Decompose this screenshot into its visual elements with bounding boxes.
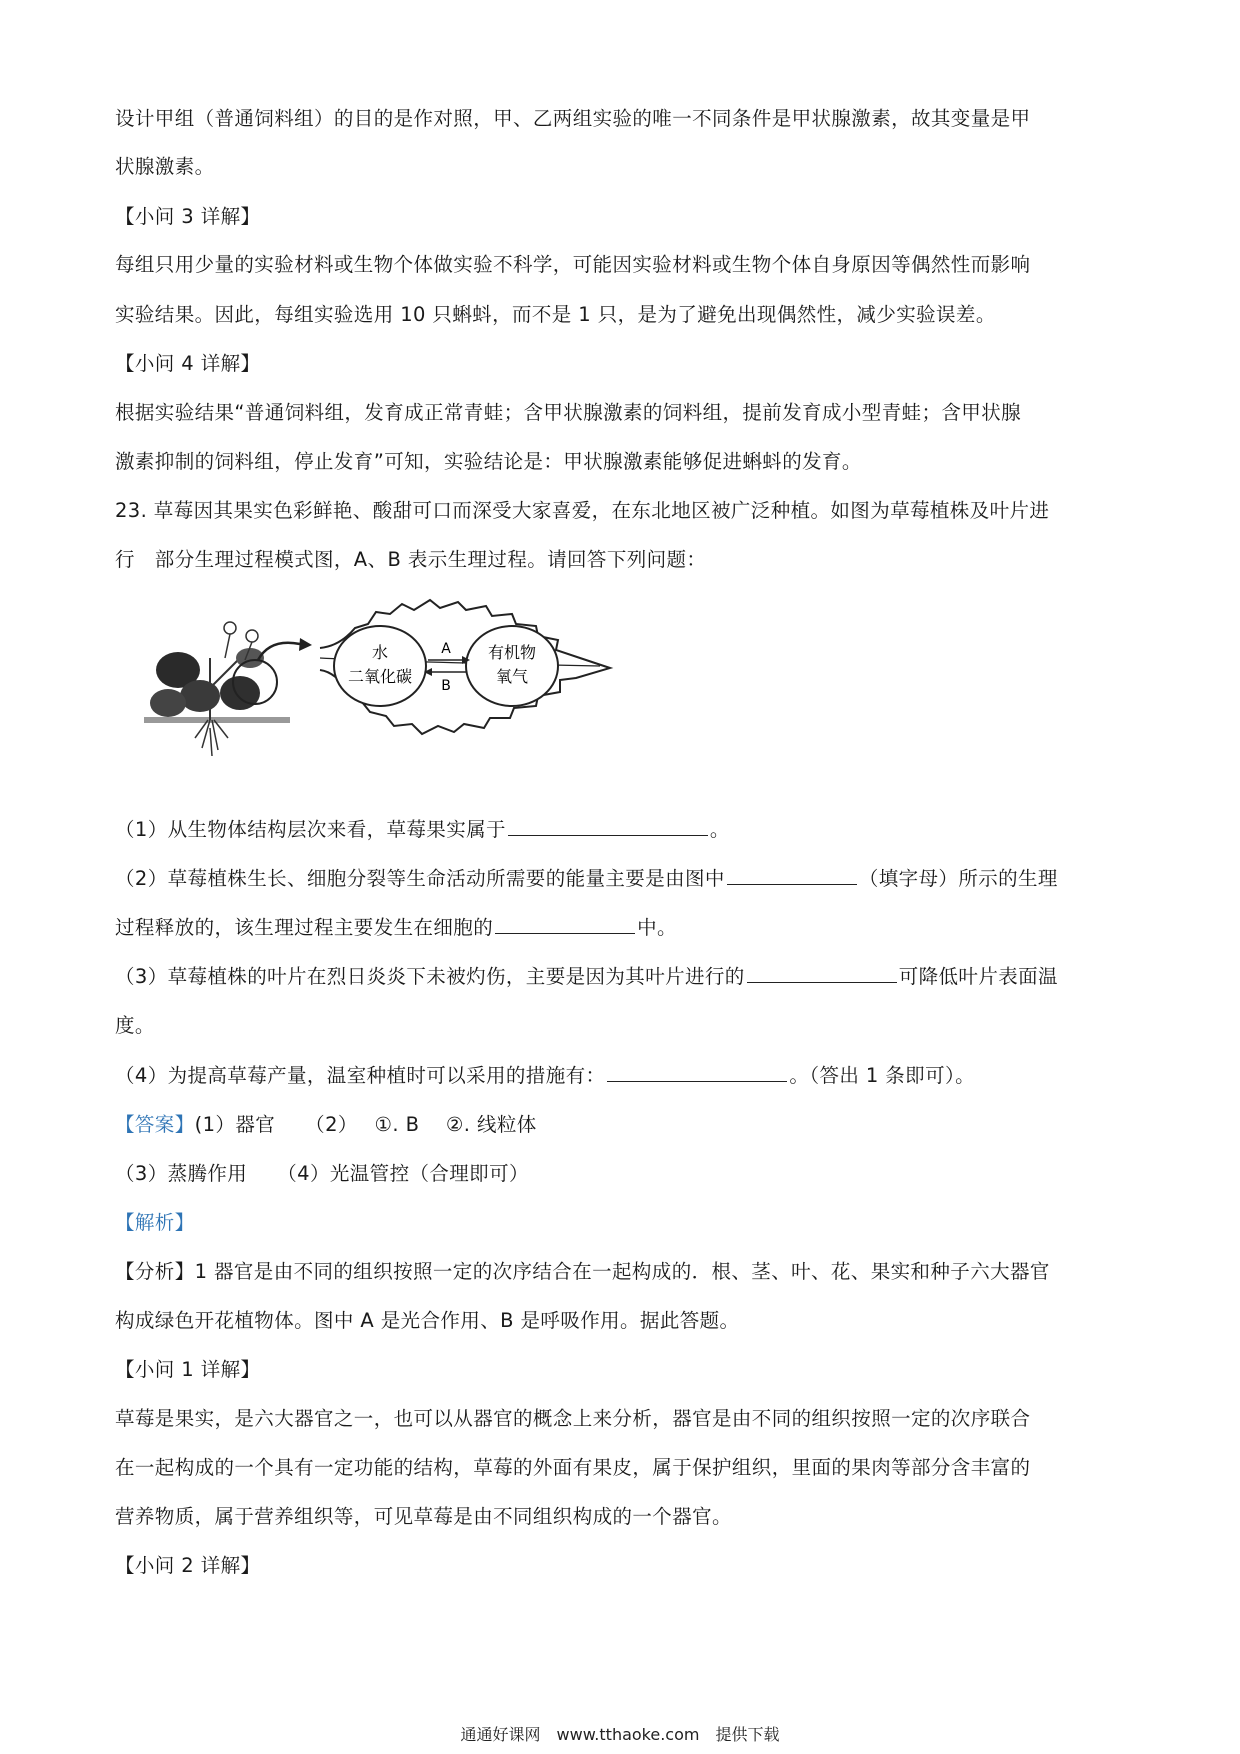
section-heading: 【小问 4 详解】	[115, 352, 261, 375]
text-line: 构成绿色开花植物体。图中 A 是光合作用、B 是呼吸作用。据此答题。	[115, 1309, 740, 1332]
text-line: 草莓是果实，是六大器官之一，也可以从器官的概念上来分析，器官是由不同的组织按照一定的次序联合	[115, 1407, 1031, 1430]
arrow-head	[299, 638, 312, 651]
arrow-b-label: B	[441, 678, 451, 694]
plant-roots-icon	[195, 720, 228, 756]
subquestion-text: 可降低叶片表面温	[898, 965, 1058, 988]
reactant-circle	[334, 626, 426, 706]
subquestion-4	[115, 1063, 1135, 1089]
product-label-2: 氧气	[495, 667, 529, 686]
subquestion-text: 。（答出 1 条即可）。	[789, 1064, 976, 1087]
arrow-a-label: A	[441, 641, 451, 657]
subquestion-2-cont	[115, 915, 1135, 941]
answer-blank[interactable]	[495, 915, 635, 934]
answer-blank[interactable]	[508, 817, 708, 836]
section-heading: 【小问 1 详解】	[115, 1358, 261, 1381]
text-line: 设计甲组（普通饲料组）的目的是作对照，甲、乙两组实验的唯一不同条件是甲状腺激素，故其变量是甲	[115, 107, 1031, 130]
answer-text: (1）器官 （2） ①. B ②. 线粒体	[194, 1113, 537, 1136]
text-line: 【分析】1 器官是由不同的组织按照一定的次序结合在一起构成的．根、茎、叶、花、果实和种子六大器官	[115, 1260, 1050, 1283]
answer-blank[interactable]	[607, 1063, 787, 1082]
strawberry-plant-icon	[150, 622, 264, 720]
section-heading: 【小问 2 详解】	[115, 1554, 261, 1577]
text-line: 状腺激素。	[115, 155, 215, 178]
reactant-label-1: 水	[371, 643, 389, 662]
question-stem: 行 部分生理过程模式图，A、B 表示生理过程。请回答下列问题：	[115, 548, 707, 571]
answer-blank[interactable]	[727, 866, 857, 885]
subquestion-3	[115, 964, 1135, 990]
answer-line-1	[115, 1112, 1135, 1138]
subquestion-1	[115, 817, 1135, 843]
answer-blank[interactable]	[747, 964, 897, 983]
reactant-label-2: 二氧化碳	[347, 667, 413, 686]
strawberry-leaf-diagram	[140, 598, 730, 758]
text-line: 激素抑制的饲料组，停止发育”可知，实验结论是：甲状腺激素能够促进蝌蚪的发育。	[115, 450, 862, 473]
text-line: 根据实验结果“普通饲料组，发育成正常青蛙；含甲状腺激素的饲料组，提前发育成小型青蛙；含甲状腺	[115, 401, 1022, 424]
subquestion-text: （3）草莓植株的叶片在烈日炎炎下未被灼伤，主要是因为其叶片进行的	[115, 965, 745, 988]
subquestion-text: 中。	[637, 916, 677, 939]
text-line: 每组只用少量的实验材料或生物个体做实验不科学，可能因实验材料或生物个体自身原因等偶然性而影响	[115, 253, 1031, 276]
question-stem: 23. 草莓因其果实色彩鲜艳、酸甜可口而深受大家喜爱，在东北地区被广泛种植。如图为草莓植株及叶片进	[115, 499, 1050, 522]
subquestion-text: （2）草莓植株生长、细胞分裂等生命活动所需要的能量主要是由图中	[115, 867, 725, 890]
subquestion-text: （4）为提高草莓产量，温室种植时可以采用的措施有：	[115, 1064, 606, 1087]
subquestion-text: 过程释放的，该生理过程主要发生在细胞的	[115, 916, 494, 939]
subquestion-text: 。	[709, 818, 730, 841]
answer-line-2: （3）蒸腾作用 （4）光温管控（合理即可）	[115, 1162, 529, 1185]
section-heading: 【小问 3 详解】	[115, 205, 261, 228]
subquestion-2	[115, 866, 1135, 892]
analysis-label: 【解析】	[115, 1211, 195, 1234]
product-circle	[466, 626, 558, 706]
text-line: 实验结果。因此，每组实验选用 10 只蝌蚪，而不是 1 只，是为了避免出现偶然性，减少实验误差。	[115, 303, 996, 326]
curved-arrow	[258, 643, 300, 660]
text-line: 在一起构成的一个具有一定功能的结构，草莓的外面有果皮，属于保护组织，里面的果肉等部分含丰富的	[115, 1456, 1031, 1479]
page-footer: 通通好课网 www.tthaoke.com 提供下载	[460, 1725, 780, 1744]
text-line: 营养物质，属于营养组织等，可见草莓是由不同组织构成的一个器官。	[115, 1505, 732, 1528]
subquestion-text: （1）从生物体结构层次来看，草莓果实属于	[115, 818, 506, 841]
answer-label: 【答案】	[115, 1113, 195, 1136]
subquestion-text: （填字母）所示的生理	[858, 867, 1058, 890]
product-label-1: 有机物	[487, 643, 537, 662]
subquestion-3-cont: 度。	[115, 1014, 155, 1037]
